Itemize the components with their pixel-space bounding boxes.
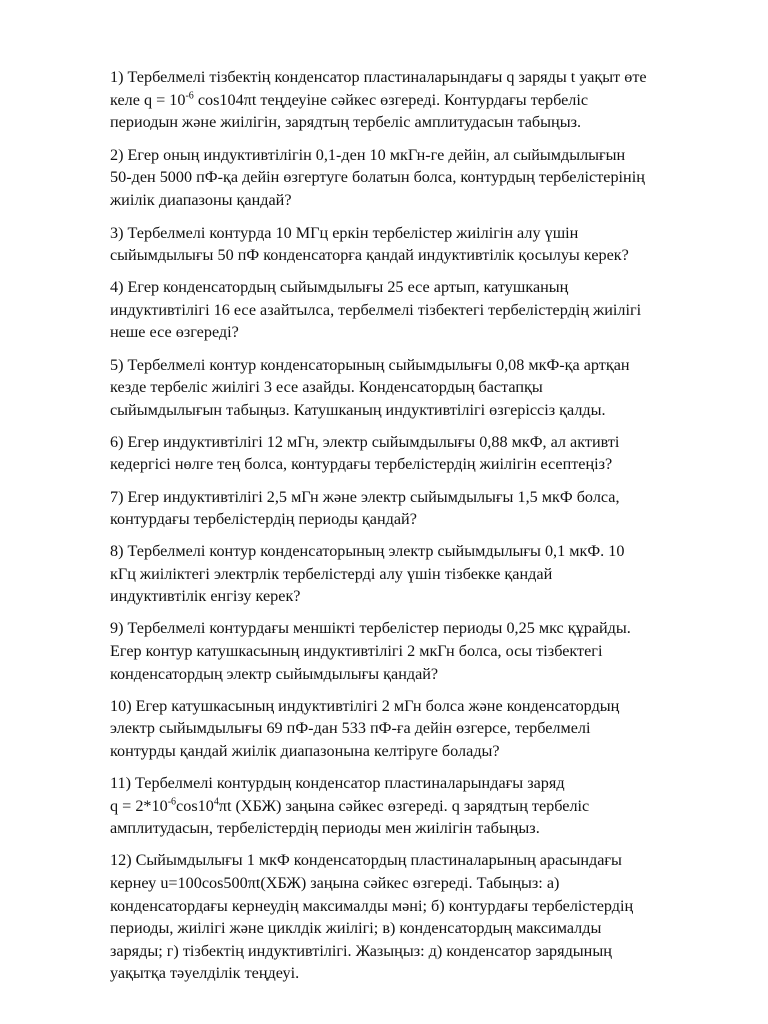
problem-line [110, 354, 716, 377]
problem-9 [110, 617, 716, 685]
problem-11 [110, 772, 716, 840]
problem-line [110, 431, 716, 454]
text-segment: 8) Тербелмелі контур конденсаторының электр сыйымдылығы 0,1 мкФ. 10 [110, 542, 625, 561]
problem-line [110, 895, 716, 918]
text-segment: индуктивтілігі 16 есе азайтылса, тербелмелі тізбектегі тербелістердің жиілігі [110, 300, 642, 319]
superscript: 4 [213, 796, 219, 808]
problem-line [110, 640, 716, 663]
problem-line [110, 189, 716, 212]
problem-line [110, 89, 716, 112]
problem-line [110, 740, 716, 763]
text-segment: кезде тербеліс жиілігі 3 есе азайды. Конденсатордың бастапқы [110, 378, 543, 397]
problem-8 [110, 540, 716, 608]
text-segment: 3) Тербелмелі контурда 10 МГц еркін тербелістер жиілігін алу үшін [110, 223, 579, 242]
problem-line [110, 399, 716, 422]
problem-line [110, 795, 716, 818]
problem-line [110, 111, 716, 134]
problem-1 [110, 66, 716, 134]
problem-7 [110, 486, 716, 531]
problem-line [110, 453, 716, 476]
text-segment: 11) Тербелмелі контурдың конденсатор пластиналарындағы заряд [110, 774, 565, 793]
text-segment: cos104πt теңдеуіне сәйкес өзгереді. Контурдағы тербеліс [193, 90, 589, 109]
text-segment: электр сыйымдылығы 69 пФ-дан 533 пФ-ға дейін өзгерсе, тербелмелі [110, 719, 591, 738]
text-segment: q = 2*10 [110, 796, 168, 815]
problem-line [110, 376, 716, 399]
text-segment: кернеу u=100cos500πt(ХБЖ) заңына сәйкес өзгереді. Табыңыз: а) [110, 873, 560, 892]
problem-line [110, 540, 716, 563]
text-segment: конденсатордағы кернеудің максималды мәні; б) контурдағы тербелістердің [110, 896, 634, 915]
text-segment: кедергісі нөлге тең болса, контурдағы тербелістердің жиілігін есептеңіз? [110, 455, 613, 474]
text-segment: неше есе өзгереді? [110, 323, 239, 342]
problem-line [110, 276, 716, 299]
problem-line [110, 917, 716, 940]
text-segment: периоды, жиілігі және циклдік жиілігі; в) конденсатордың максималды [110, 919, 602, 938]
problem-line [110, 222, 716, 245]
text-segment: 12) Сыйымдылығы 1 мкФ конденсатордың пластиналарының арасындағы [110, 851, 622, 870]
problem-line [110, 872, 716, 895]
problem-10 [110, 695, 716, 763]
problem-2 [110, 144, 716, 212]
text-segment: Егер контур катушкасының индуктивтілігі 2 мкГн болса, осы тізбектегі [110, 642, 603, 661]
text-segment: сыйымдылығын табыңыз. Катушканың индуктивтілігі өзгеріссіз қалды. [110, 400, 606, 419]
text-segment: πt (ХБЖ) заңына сәйкес өзгереді. q зарядтың тербеліс [218, 796, 590, 815]
problem-line [110, 321, 716, 344]
problem-line [110, 962, 716, 985]
superscript: -6 [167, 796, 177, 808]
problem-line [110, 940, 716, 963]
text-segment: келе q = 10 [110, 90, 186, 109]
text-segment: 10) Егер катушкасының индуктивтілігі 2 мГн болса және конденсатордың [110, 696, 620, 715]
problem-line [110, 617, 716, 640]
text-segment: индуктивтілік енгізу керек? [110, 587, 301, 606]
problem-line [110, 772, 716, 795]
problem-line [110, 144, 716, 167]
text-segment: периодын және жиілігін, зарядтың тербеліс амплитудасын табыңыз. [110, 113, 582, 132]
text-segment: контурды қандай жиілік диапазонына келтіруге болады? [110, 741, 500, 760]
text-segment: cos10 [176, 796, 214, 815]
text-segment: контурдағы тербелістердің периоды қандай? [110, 510, 417, 529]
text-segment: амплитудасын, тербелістердің периоды мен жиілігін табыңыз. [110, 819, 540, 838]
text-segment: 4) Егер конденсатордың сыйымдылығы 25 есе артып, катушканың [110, 278, 569, 297]
text-segment: 9) Тербелмелі контурдағы меншікті тербелістер периоды 0,25 мкс құрайды. [110, 619, 631, 638]
problem-line [110, 563, 716, 586]
problem-line [110, 717, 716, 740]
problem-line [110, 817, 716, 840]
problem-line [110, 585, 716, 608]
text-segment: жиілік диапазоны қандай? [110, 190, 292, 209]
problem-12 [110, 849, 716, 985]
text-segment: 50-ден 5000 пФ-қа дейін өзгертуге болатын болса, контурдың тербелістерінің [110, 168, 645, 187]
superscript: -6 [185, 90, 194, 102]
problem-4 [110, 276, 716, 344]
problem-line [110, 663, 716, 686]
text-segment: конденсатордың электр сыйымдылығы қандай? [110, 664, 439, 683]
problem-line [110, 166, 716, 189]
problem-line [110, 508, 716, 531]
text-segment: 6) Егер индуктивтілігі 12 мГн, электр сыйымдылығы 0,88 мкФ, ал активті [110, 432, 620, 451]
problem-3 [110, 222, 716, 267]
text-segment: кГц жиіліктегі электрлік тербелістерді алу үшін тізбекке қандай [110, 564, 553, 583]
text-segment: сыйымдылығы 50 пФ конденсаторға қандай индуктивтілік қосылуы керек? [110, 246, 629, 265]
problem-line [110, 66, 716, 89]
problem-line [110, 486, 716, 509]
problem-line [110, 244, 716, 267]
text-segment: заряды; г) тізбектің индуктивтілігі. Жазыңыз: д) конденсатор зарядының [110, 941, 612, 960]
document-page [110, 66, 716, 994]
text-segment: 2) Егер оның индуктивтілігін 0,1-ден 10 мкГн-ге дейін, ал сыйымдылығын [110, 145, 626, 164]
text-segment: 1) Тербелмелі тізбектің конденсатор пластиналарындағы q заряды t уақыт өте [110, 68, 647, 86]
text-segment: уақытқа тәуелділік теңдеуі. [110, 964, 300, 983]
text-segment: 7) Егер индуктивтілігі 2,5 мГн және электр сыйымдылығы 1,5 мкФ болса, [110, 487, 620, 506]
problem-line [110, 849, 716, 872]
problem-line [110, 695, 716, 718]
problem-5 [110, 354, 716, 422]
problem-6 [110, 431, 716, 476]
problem-line [110, 299, 716, 322]
text-segment: 5) Тербелмелі контур конденсаторының сыйымдылығы 0,08 мкФ-қа артқан [110, 355, 630, 374]
